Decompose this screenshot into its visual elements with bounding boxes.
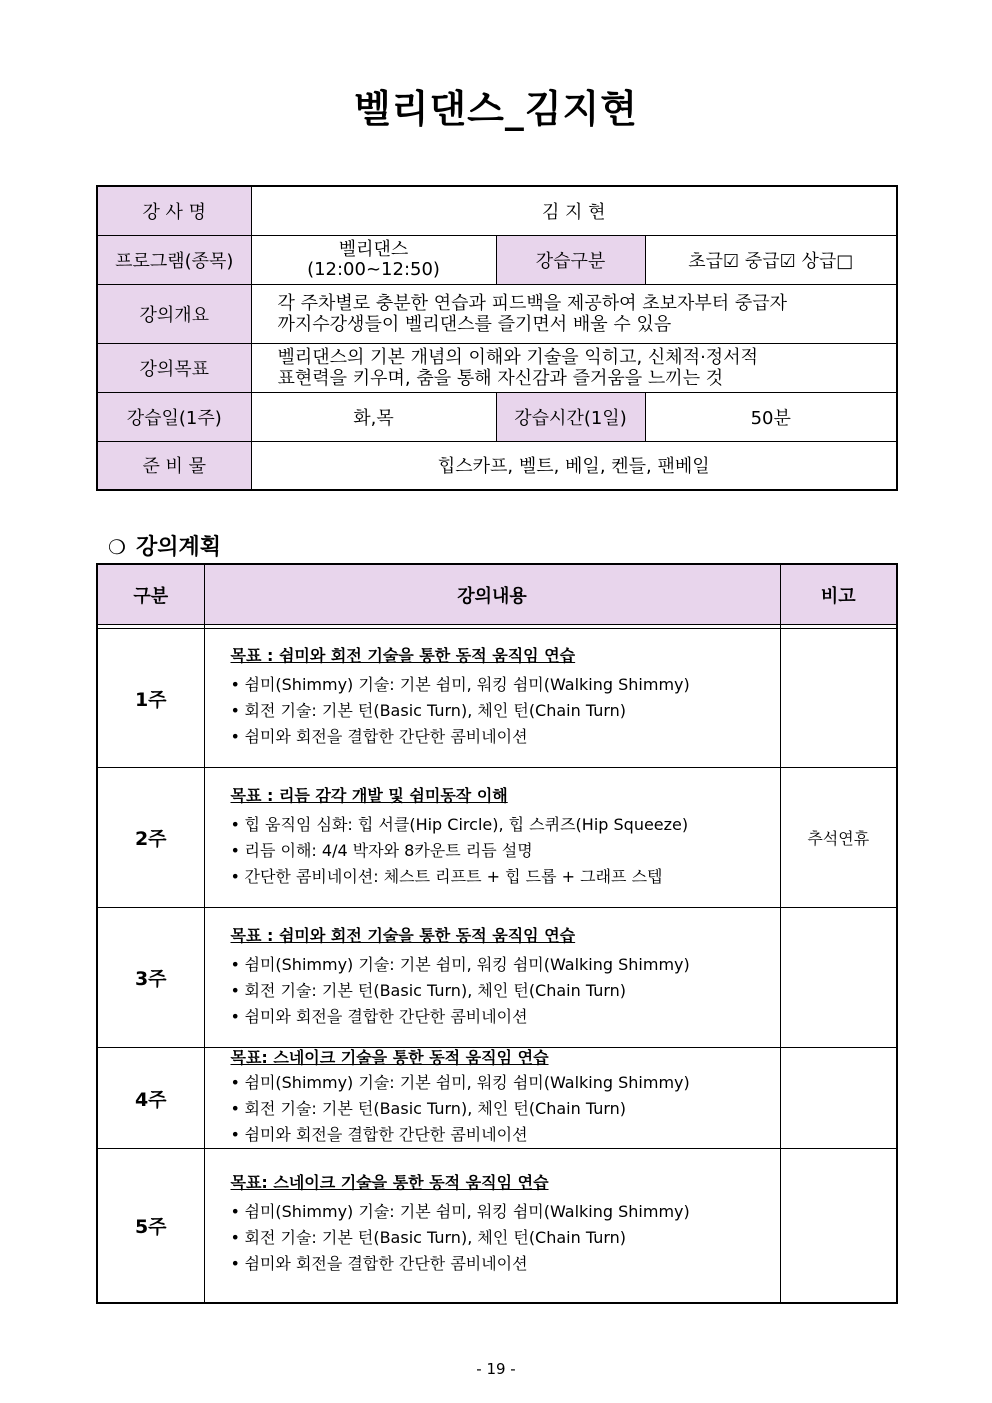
list-item: • 쉼미(Shimmy) 기술: 기본 쉼미, 워킹 쉼미(Walking Shimmy) xyxy=(231,1199,780,1225)
lesson-plan-table xyxy=(96,563,898,1304)
bullet-icon: • xyxy=(230,727,240,746)
list-item: • 쉼미와 회전을 결합한 간단한 콤비네이션 xyxy=(231,1004,780,1030)
week-note xyxy=(780,1149,897,1303)
list-item: • 리듬 이해: 4/4 박자와 8카운트 리듬 설명 xyxy=(231,838,780,864)
header-category: 구분 xyxy=(97,564,204,625)
bullet-icon: • xyxy=(230,1228,240,1248)
header-content: 강의내용 xyxy=(204,564,780,625)
bullet-icon: • xyxy=(230,954,240,974)
list-item: • 쉼미(Shimmy) 기술: 기본 쉼미, 워킹 쉼미(Walking Shimmy) xyxy=(231,672,780,698)
instructor-value: 김 지 현 xyxy=(251,186,897,235)
list-item: • 쉼미(Shimmy) 기술: 기본 쉼미, 워킹 쉼미(Walking Shimmy) xyxy=(231,952,780,978)
header-note: 비고 xyxy=(780,564,897,625)
week-content xyxy=(204,1048,780,1149)
list-item: • 쉼미(Shimmy) 기술: 기본 쉼미, 워킹 쉼미(Walking Shimmy) xyxy=(231,1070,780,1096)
bullet-icon: • xyxy=(230,1006,240,1026)
week-content xyxy=(204,629,780,768)
bullet-icon: • xyxy=(230,1254,240,1274)
goal-value xyxy=(251,343,897,392)
overview-line-1: 각 주차별로 충분한 연습과 피드백을 제공하여 초보자부터 중급자 xyxy=(277,292,788,314)
page-title: 벨리댄스_김지현 xyxy=(354,87,638,131)
overview-line-2: 까지수강생들이 벨리댄스를 즐기면서 배울 수 있음 xyxy=(277,313,672,335)
week-note xyxy=(780,1048,897,1149)
duration-value: 50분 xyxy=(645,392,897,441)
program-label: 프로그램(종목) xyxy=(97,235,251,284)
page-number: - 19 - xyxy=(476,1360,516,1378)
table-row xyxy=(97,629,897,768)
program-name: 벨리댄스 xyxy=(338,238,409,260)
bullet-icon: • xyxy=(230,1202,240,1222)
bullet-icon: • xyxy=(230,675,240,694)
program-info-table xyxy=(96,185,898,491)
table-row xyxy=(97,1149,897,1303)
goal-line-1: 벨리댄스의 기본 개념의 이해와 기술을 익히고, 신체적·정서적 xyxy=(277,346,758,368)
section-title: 강의계획 xyxy=(135,535,221,560)
week-note xyxy=(780,629,897,768)
bullet-icon: • xyxy=(230,814,240,834)
bullet-icon: • xyxy=(230,840,240,860)
week-goal: 목표 : 쉼미와 회전 기술을 통한 동적 움직임 연습 xyxy=(230,646,576,665)
circle-bullet-icon: ❍ xyxy=(108,535,126,559)
week-content xyxy=(204,768,780,908)
week-label: 2주 xyxy=(97,768,204,908)
overview-value xyxy=(251,284,897,343)
bullet-icon: • xyxy=(230,701,240,720)
list-item: • 쉼미와 회전을 결합한 간단한 콤비네이션 xyxy=(231,724,780,750)
overview-label: 강의개요 xyxy=(97,284,251,343)
goal-label: 강의목표 xyxy=(97,343,251,392)
bullet-icon: • xyxy=(230,1125,240,1144)
days-label: 강습일(1주) xyxy=(97,392,251,441)
goal-line-2: 표현력을 키우며, 춤을 통해 자신감과 즐거움을 느끼는 것 xyxy=(277,367,724,389)
supplies-value: 힙스카프, 벨트, 베일, 켄들, 팬베일 xyxy=(251,441,897,490)
list-item: • 간단한 콤비네이션: 체스트 리프트 + 힙 드롭 + 그래프 스텝 xyxy=(231,864,780,890)
supplies-label: 준 비 물 xyxy=(97,441,251,490)
list-item: • 쉼미와 회전을 결합한 간단한 콤비네이션 xyxy=(231,1122,780,1148)
instructor-label: 강 사 명 xyxy=(97,186,251,235)
bullet-icon: • xyxy=(230,866,240,886)
week-goal: 목표: 스네이크 기술을 통한 동적 움직임 연습 xyxy=(230,1173,549,1193)
week-goal: 목표: 스네이크 기술을 통한 동적 움직임 연습 xyxy=(230,1048,549,1067)
week-label: 4주 xyxy=(97,1048,204,1149)
week-label: 3주 xyxy=(97,908,204,1048)
days-value: 화,목 xyxy=(251,392,496,441)
duration-label: 강습시간(1일) xyxy=(496,392,645,441)
week-goal: 목표 : 쉼미와 회전 기술을 통한 동적 움직임 연습 xyxy=(230,925,576,945)
week-note xyxy=(780,908,897,1048)
table-row xyxy=(97,1048,897,1149)
list-item: • 회전 기술: 기본 턴(Basic Turn), 체인 턴(Chain Turn) xyxy=(231,1225,780,1251)
bullet-icon: • xyxy=(230,1073,240,1092)
table-row xyxy=(97,768,897,908)
list-item: • 힙 움직임 심화: 힙 서클(Hip Circle), 힙 스퀴즈(Hip Squeeze) xyxy=(231,812,780,838)
program-value xyxy=(251,235,496,284)
week-goal: 목표 : 리듬 감각 개발 및 쉼미동작 이해 xyxy=(230,785,508,805)
week-note: 추석연휴 xyxy=(780,768,897,908)
level-label: 강습구분 xyxy=(496,235,645,284)
table-row xyxy=(97,908,897,1048)
list-item: • 회전 기술: 기본 턴(Basic Turn), 체인 턴(Chain Turn) xyxy=(231,698,780,724)
bullet-icon: • xyxy=(230,980,240,1000)
week-label: 5주 xyxy=(97,1149,204,1303)
list-item: • 회전 기술: 기본 턴(Basic Turn), 체인 턴(Chain Turn) xyxy=(231,1096,780,1122)
level-value: 초급☑ 중급☑ 상급□ xyxy=(645,235,897,284)
bullet-icon: • xyxy=(230,1099,240,1118)
week-label: 1주 xyxy=(97,629,204,768)
program-time: (12:00~12:50) xyxy=(307,258,440,280)
list-item: • 쉼미와 회전을 결합한 간단한 콤비네이션 xyxy=(231,1251,780,1277)
week-content xyxy=(204,908,780,1048)
week-content xyxy=(204,1149,780,1303)
section-heading xyxy=(108,530,221,561)
list-item: • 회전 기술: 기본 턴(Basic Turn), 체인 턴(Chain Turn) xyxy=(231,978,780,1004)
